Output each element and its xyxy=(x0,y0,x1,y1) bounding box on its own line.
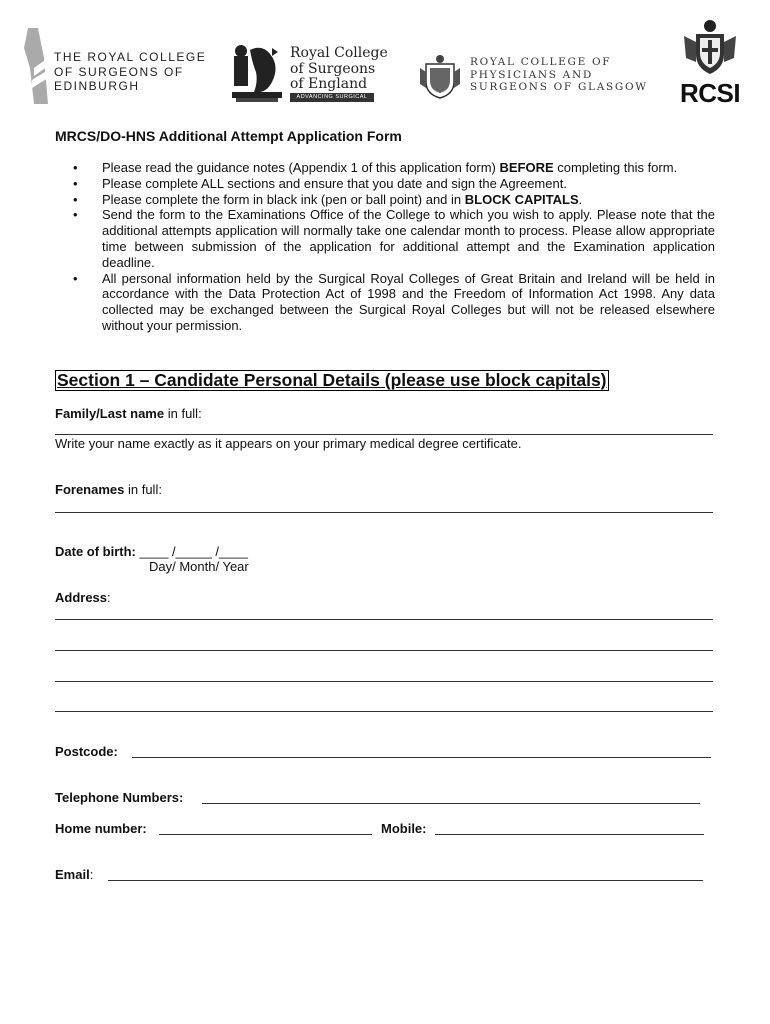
england-crest-icon xyxy=(232,42,282,104)
telephone-numbers-field[interactable] xyxy=(202,803,700,804)
date-of-birth-hint: Day/ Month/ Year xyxy=(149,559,249,574)
address-line-2-field[interactable] xyxy=(55,650,713,651)
glasgow-logo-text: ROYAL COLLEGE OF PHYSICIANS AND SURGEONS OF GLASGOW xyxy=(470,56,648,93)
edinburgh-logo-text: THE ROYAL COLLEGE OF SURGEONS OF EDINBURGH xyxy=(54,50,207,93)
family-name-label: Family/Last name in full: xyxy=(55,406,202,421)
rcps-glasgow-logo xyxy=(418,54,648,104)
mobile-label: Mobile: xyxy=(381,821,427,836)
postcode-field[interactable] xyxy=(132,757,711,758)
list-item: • All personal information held by the Surgical Royal Colleges of Great Britain and Ireland will be held in accordance with the Data Protection Act of 1998 and the Freedom of Information Act 1998. Any data collected may be exchanged between the Surgical Royal Colleges but will not be released elsewhere without your permission. xyxy=(55,271,715,334)
forenames-label: Forenames in full: xyxy=(55,482,162,497)
date-of-birth-field[interactable]: ____ /_____ /____ xyxy=(135,544,248,559)
glasgow-crest-icon xyxy=(418,54,462,100)
list-item: • Please read the guidance notes (Appendix 1 of this application form) BEFORE completing this form. xyxy=(55,160,715,176)
form-title: MRCS/DO-HNS Additional Attempt Application Form xyxy=(55,128,402,144)
rcsi-logo xyxy=(672,18,748,110)
date-of-birth-label: Date of birth: ____ /_____ /____ xyxy=(55,544,248,559)
forenames-field[interactable] xyxy=(55,512,713,513)
logo-header xyxy=(0,0,770,120)
england-tagline: ADVANCING SURGICAL CARE xyxy=(290,93,374,102)
rcsi-crest-icon xyxy=(682,18,738,76)
address-label: Address: xyxy=(55,590,111,605)
home-number-field[interactable] xyxy=(159,834,372,835)
address-line-3-field[interactable] xyxy=(55,681,713,682)
address-line-1-field[interactable] xyxy=(55,619,713,620)
postcode-label: Postcode: xyxy=(55,744,118,759)
list-item: • Send the form to the Examinations Office of the College to which you wish to apply. Please note that the additional attempts application will normally take one calendar month to process. Please allow appropriate time between submission of the application for additional attempt and the Examination application deadline. xyxy=(55,207,715,270)
telephone-numbers-label: Telephone Numbers: xyxy=(55,790,184,805)
family-name-field[interactable] xyxy=(55,434,713,435)
rcs-edinburgh-logo xyxy=(18,28,207,108)
mobile-field[interactable] xyxy=(435,834,704,835)
list-item: • Please complete the form in black ink (pen or ball point) and in BLOCK CAPITALS. xyxy=(55,192,715,208)
england-logo-text: Royal College of Surgeons of England xyxy=(290,45,388,92)
family-name-hint: Write your name exactly as it appears on your primary medical degree certificate. xyxy=(55,436,522,451)
rcs-england-logo xyxy=(232,42,392,112)
home-number-label: Home number: xyxy=(55,821,147,836)
rcsi-logo-text: RCSI xyxy=(679,78,741,108)
list-item: • Please complete ALL sections and ensure that you date and sign the Agreement. xyxy=(55,176,715,192)
email-field[interactable] xyxy=(108,880,703,881)
edinburgh-emblem-icon xyxy=(24,28,48,104)
section-1-title: Section 1 – Candidate Personal Details (please use block capitals) xyxy=(57,370,607,390)
email-label: Email: xyxy=(55,867,94,882)
guidance-notes-list xyxy=(55,160,715,334)
address-line-4-field[interactable] xyxy=(55,711,713,712)
